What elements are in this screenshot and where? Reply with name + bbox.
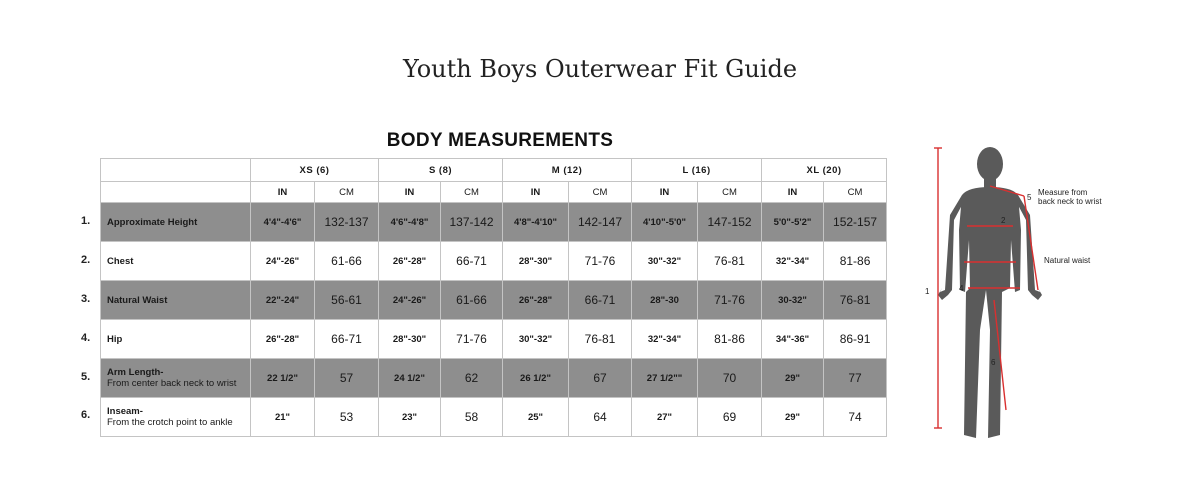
cm-value: 71-76 bbox=[569, 242, 632, 281]
unit-cm: CM bbox=[698, 182, 762, 203]
row-number-2: 2. bbox=[81, 254, 91, 266]
in-value: 24 1/2" bbox=[379, 359, 441, 398]
table-row-inseam bbox=[101, 398, 887, 437]
waist-note: Natural waist bbox=[1044, 256, 1091, 265]
in-value: 26"-28" bbox=[251, 320, 315, 359]
cm-value: 152-157 bbox=[824, 203, 887, 242]
size-header-xs: XS (6) bbox=[251, 159, 379, 182]
in-value: 26"-28" bbox=[379, 242, 441, 281]
unit-cm: CM bbox=[824, 182, 887, 203]
in-value: 25" bbox=[503, 398, 569, 437]
in-value: 27 1/2"" bbox=[632, 359, 698, 398]
in-value: 21" bbox=[251, 398, 315, 437]
cm-value: 81-86 bbox=[698, 320, 762, 359]
cm-value: 66-71 bbox=[441, 242, 503, 281]
cm-value: 76-81 bbox=[569, 320, 632, 359]
in-value: 4'8"-4'10" bbox=[503, 203, 569, 242]
cm-value: 71-76 bbox=[441, 320, 503, 359]
row-sublabel: From center back neck to wrist bbox=[107, 378, 237, 389]
unit-in: IN bbox=[762, 182, 824, 203]
cm-value: 70 bbox=[698, 359, 762, 398]
in-value: 28"-30" bbox=[503, 242, 569, 281]
in-value: 28"-30 bbox=[632, 281, 698, 320]
table-row-height bbox=[101, 203, 887, 242]
cm-value: 58 bbox=[441, 398, 503, 437]
page-title: Youth Boys Outerwear Fit Guide bbox=[402, 55, 798, 83]
figure-label-4: 4 bbox=[959, 284, 964, 293]
in-value: 23" bbox=[379, 398, 441, 437]
figure-label-2: 2 bbox=[1001, 216, 1006, 225]
row-sublabel: From the crotch point to ankle bbox=[107, 417, 233, 428]
silhouette-body bbox=[938, 147, 1042, 438]
row-number-6: 6. bbox=[81, 409, 91, 421]
cm-value: 64 bbox=[569, 398, 632, 437]
in-value: 30"-32" bbox=[503, 320, 569, 359]
arm-note-line2: back neck to wrist bbox=[1038, 197, 1102, 206]
unit-cm: CM bbox=[315, 182, 379, 203]
cm-value: 137-142 bbox=[441, 203, 503, 242]
figure-label-1: 1 bbox=[925, 287, 930, 296]
in-value: 4'6"-4'8" bbox=[379, 203, 441, 242]
cm-value: 61-66 bbox=[315, 242, 379, 281]
in-value: 32"-34" bbox=[762, 242, 824, 281]
cm-value: 67 bbox=[569, 359, 632, 398]
row-number-3: 3. bbox=[81, 293, 91, 305]
size-header-s: S (8) bbox=[379, 159, 503, 182]
in-value: 22 1/2" bbox=[251, 359, 315, 398]
row-label: Natural Waist bbox=[101, 281, 251, 320]
table-row-waist bbox=[101, 281, 887, 320]
cm-value: 61-66 bbox=[441, 281, 503, 320]
cm-value: 81-86 bbox=[824, 242, 887, 281]
arm-measure-note bbox=[1038, 188, 1110, 206]
row-label: Inseam- From the crotch point to ankle bbox=[101, 398, 251, 437]
unit-in: IN bbox=[379, 182, 441, 203]
row-number-5: 5. bbox=[81, 371, 91, 383]
in-value: 27" bbox=[632, 398, 698, 437]
cm-value: 66-71 bbox=[569, 281, 632, 320]
cm-value: 76-81 bbox=[698, 242, 762, 281]
row-number-4: 4. bbox=[81, 332, 91, 344]
measurement-table bbox=[100, 158, 887, 437]
table-row-arm-length bbox=[101, 359, 887, 398]
in-value: 29" bbox=[762, 359, 824, 398]
table-row-chest bbox=[101, 242, 887, 281]
in-value: 22"-24" bbox=[251, 281, 315, 320]
figure-label-6: 6 bbox=[991, 358, 996, 367]
in-value: 4'10"-5'0" bbox=[632, 203, 698, 242]
in-value: 24"-26" bbox=[379, 281, 441, 320]
unit-in: IN bbox=[251, 182, 315, 203]
unit-cm: CM bbox=[441, 182, 503, 203]
body-figure bbox=[920, 140, 1100, 440]
row-number-1: 1. bbox=[81, 215, 91, 227]
in-value: 5'0"-5'2" bbox=[762, 203, 824, 242]
cm-value: 53 bbox=[315, 398, 379, 437]
cm-value: 142-147 bbox=[569, 203, 632, 242]
size-header-xl: XL (20) bbox=[762, 159, 887, 182]
in-value: 29" bbox=[762, 398, 824, 437]
in-value: 30"-32" bbox=[632, 242, 698, 281]
unit-in: IN bbox=[632, 182, 698, 203]
figure-label-5: 5 bbox=[1027, 193, 1032, 202]
cm-value: 57 bbox=[315, 359, 379, 398]
cm-value: 62 bbox=[441, 359, 503, 398]
row-label: Hip bbox=[101, 320, 251, 359]
arm-note-line1: Measure from bbox=[1038, 188, 1088, 197]
cm-value: 132-137 bbox=[315, 203, 379, 242]
header-blank bbox=[101, 159, 251, 182]
cm-value: 86-91 bbox=[824, 320, 887, 359]
body-silhouette bbox=[920, 140, 1100, 440]
row-label: Approximate Height bbox=[101, 203, 251, 242]
unit-cm: CM bbox=[569, 182, 632, 203]
in-value: 26 1/2" bbox=[503, 359, 569, 398]
cm-value: 77 bbox=[824, 359, 887, 398]
cm-value: 147-152 bbox=[698, 203, 762, 242]
row-label: Arm Length- From center back neck to wrist bbox=[101, 359, 251, 398]
in-value: 28"-30" bbox=[379, 320, 441, 359]
table-title: BODY MEASUREMENTS bbox=[386, 130, 614, 151]
cm-value: 66-71 bbox=[315, 320, 379, 359]
cm-value: 56-61 bbox=[315, 281, 379, 320]
in-value: 26"-28" bbox=[503, 281, 569, 320]
in-value: 24"-26" bbox=[251, 242, 315, 281]
unit-in: IN bbox=[503, 182, 569, 203]
header-blank bbox=[101, 182, 251, 203]
in-value: 4'4"-4'6" bbox=[251, 203, 315, 242]
row-label: Chest bbox=[101, 242, 251, 281]
cm-value: 76-81 bbox=[824, 281, 887, 320]
table-row-hip bbox=[101, 320, 887, 359]
cm-value: 69 bbox=[698, 398, 762, 437]
size-header-l: L (16) bbox=[632, 159, 762, 182]
in-value: 32"-34" bbox=[632, 320, 698, 359]
in-value: 34"-36" bbox=[762, 320, 824, 359]
cm-value: 71-76 bbox=[698, 281, 762, 320]
in-value: 30-32" bbox=[762, 281, 824, 320]
cm-value: 74 bbox=[824, 398, 887, 437]
size-header-m: M (12) bbox=[503, 159, 632, 182]
